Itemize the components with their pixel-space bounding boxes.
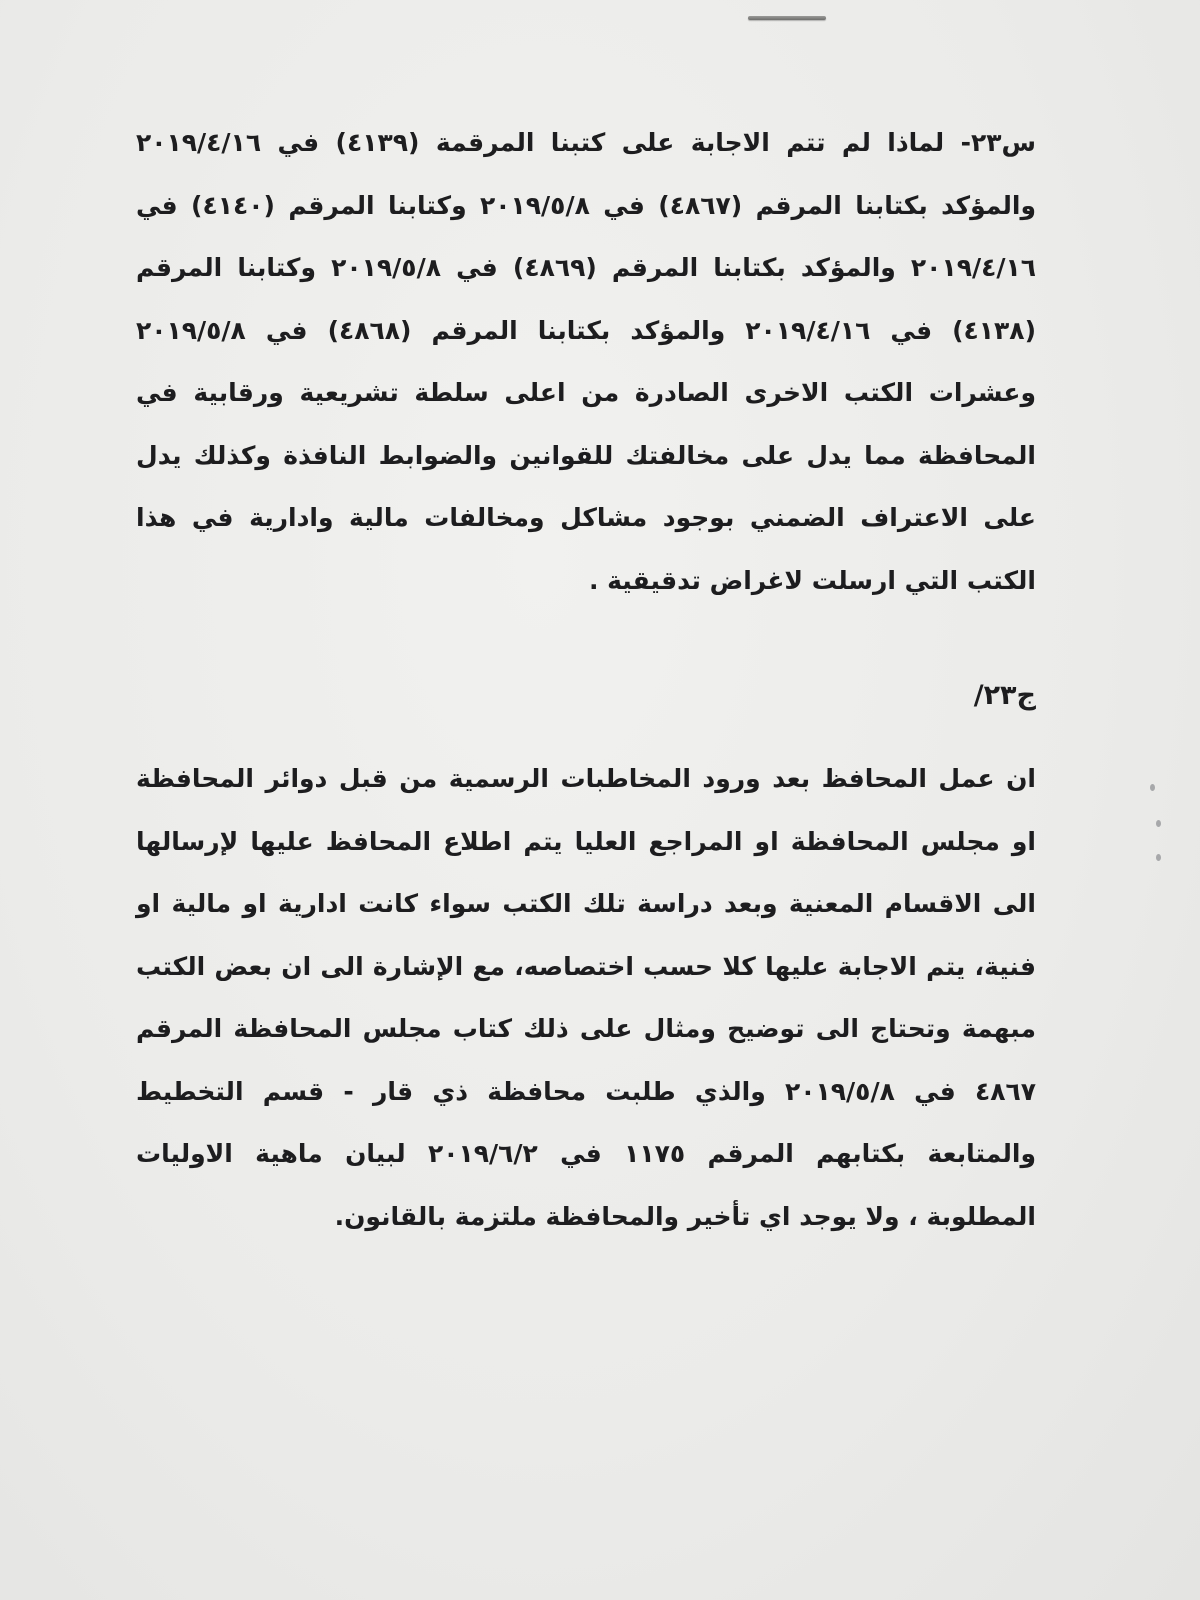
- answer-label: ج٢٣/: [973, 680, 1036, 711]
- answer-paragraph: ان عمل المحافظ بعد ورود المخاطبات الرسمية من قبل دوائر المحافظة او مجلس المحافظة او المراجع العليا يتم اطلاع المحافظ عليها لإرسالها الى الاقسام المعنية وبعد دراسة تلك الكتب سواء كانت ادارية او مالية او فنية، يتم الاجابة عليها كلا حسب اختصاصه، مع الإشارة الى ان بعض الكتب مبهمة وتحتاج الى توضيح ومثال على ذلك كتاب مجلس المحافظة المرقم ٤٨٦٧ في ٢٠١٩/٥/٨ والذي طلبت محافظة ذي قار - قسم التخطيط والمتابعة بكتابهم المرقم ١١٧٥ في ٢٠١٩/٦/٢ لبيان ماهية الاوليات المطلوبة ، ولا يوجد اي تأخير والمحافظة ملتزمة بالقانون.: [136, 764, 1036, 1231]
- punch-hole-top: [1150, 784, 1155, 791]
- punch-hole-bottom: [1156, 854, 1161, 861]
- question-paragraph: س٢٣- لماذا لم تتم الاجابة على كتبنا المرقمة (٤١٣٩) في ٢٠١٩/٤/١٦ والمؤكد بكتابنا المرقم (٤٨٦٧) في ٢٠١٩/٥/٨ وكتابنا المرقم (٤١٤٠) في ٢٠١٩/٤/١٦ والمؤكد بكتابنا المرقم (٤٨٦٩) في ٢٠١٩/٥/٨ وكتابنا المرقم (٤١٣٨) في ٢٠١٩/٤/١٦ والمؤكد بكتابنا المرقم (٤٨٦٨) في ٢٠١٩/٥/٨ وعشرات الكتب الاخرى الصادرة من اعلى سلطة تشريعية ورقابية في المحافظة مما يدل على مخالفتك للقوانين والضوابط النافذة وكذلك يدل على الاعتراف الضمني بوجود مشاكل ومخالفات مالية وادارية في هذا الكتب التي ارسلت لاغراض تدقيقية .: [136, 128, 1037, 595]
- punch-hole-middle: [1156, 820, 1161, 827]
- staple: [748, 16, 826, 20]
